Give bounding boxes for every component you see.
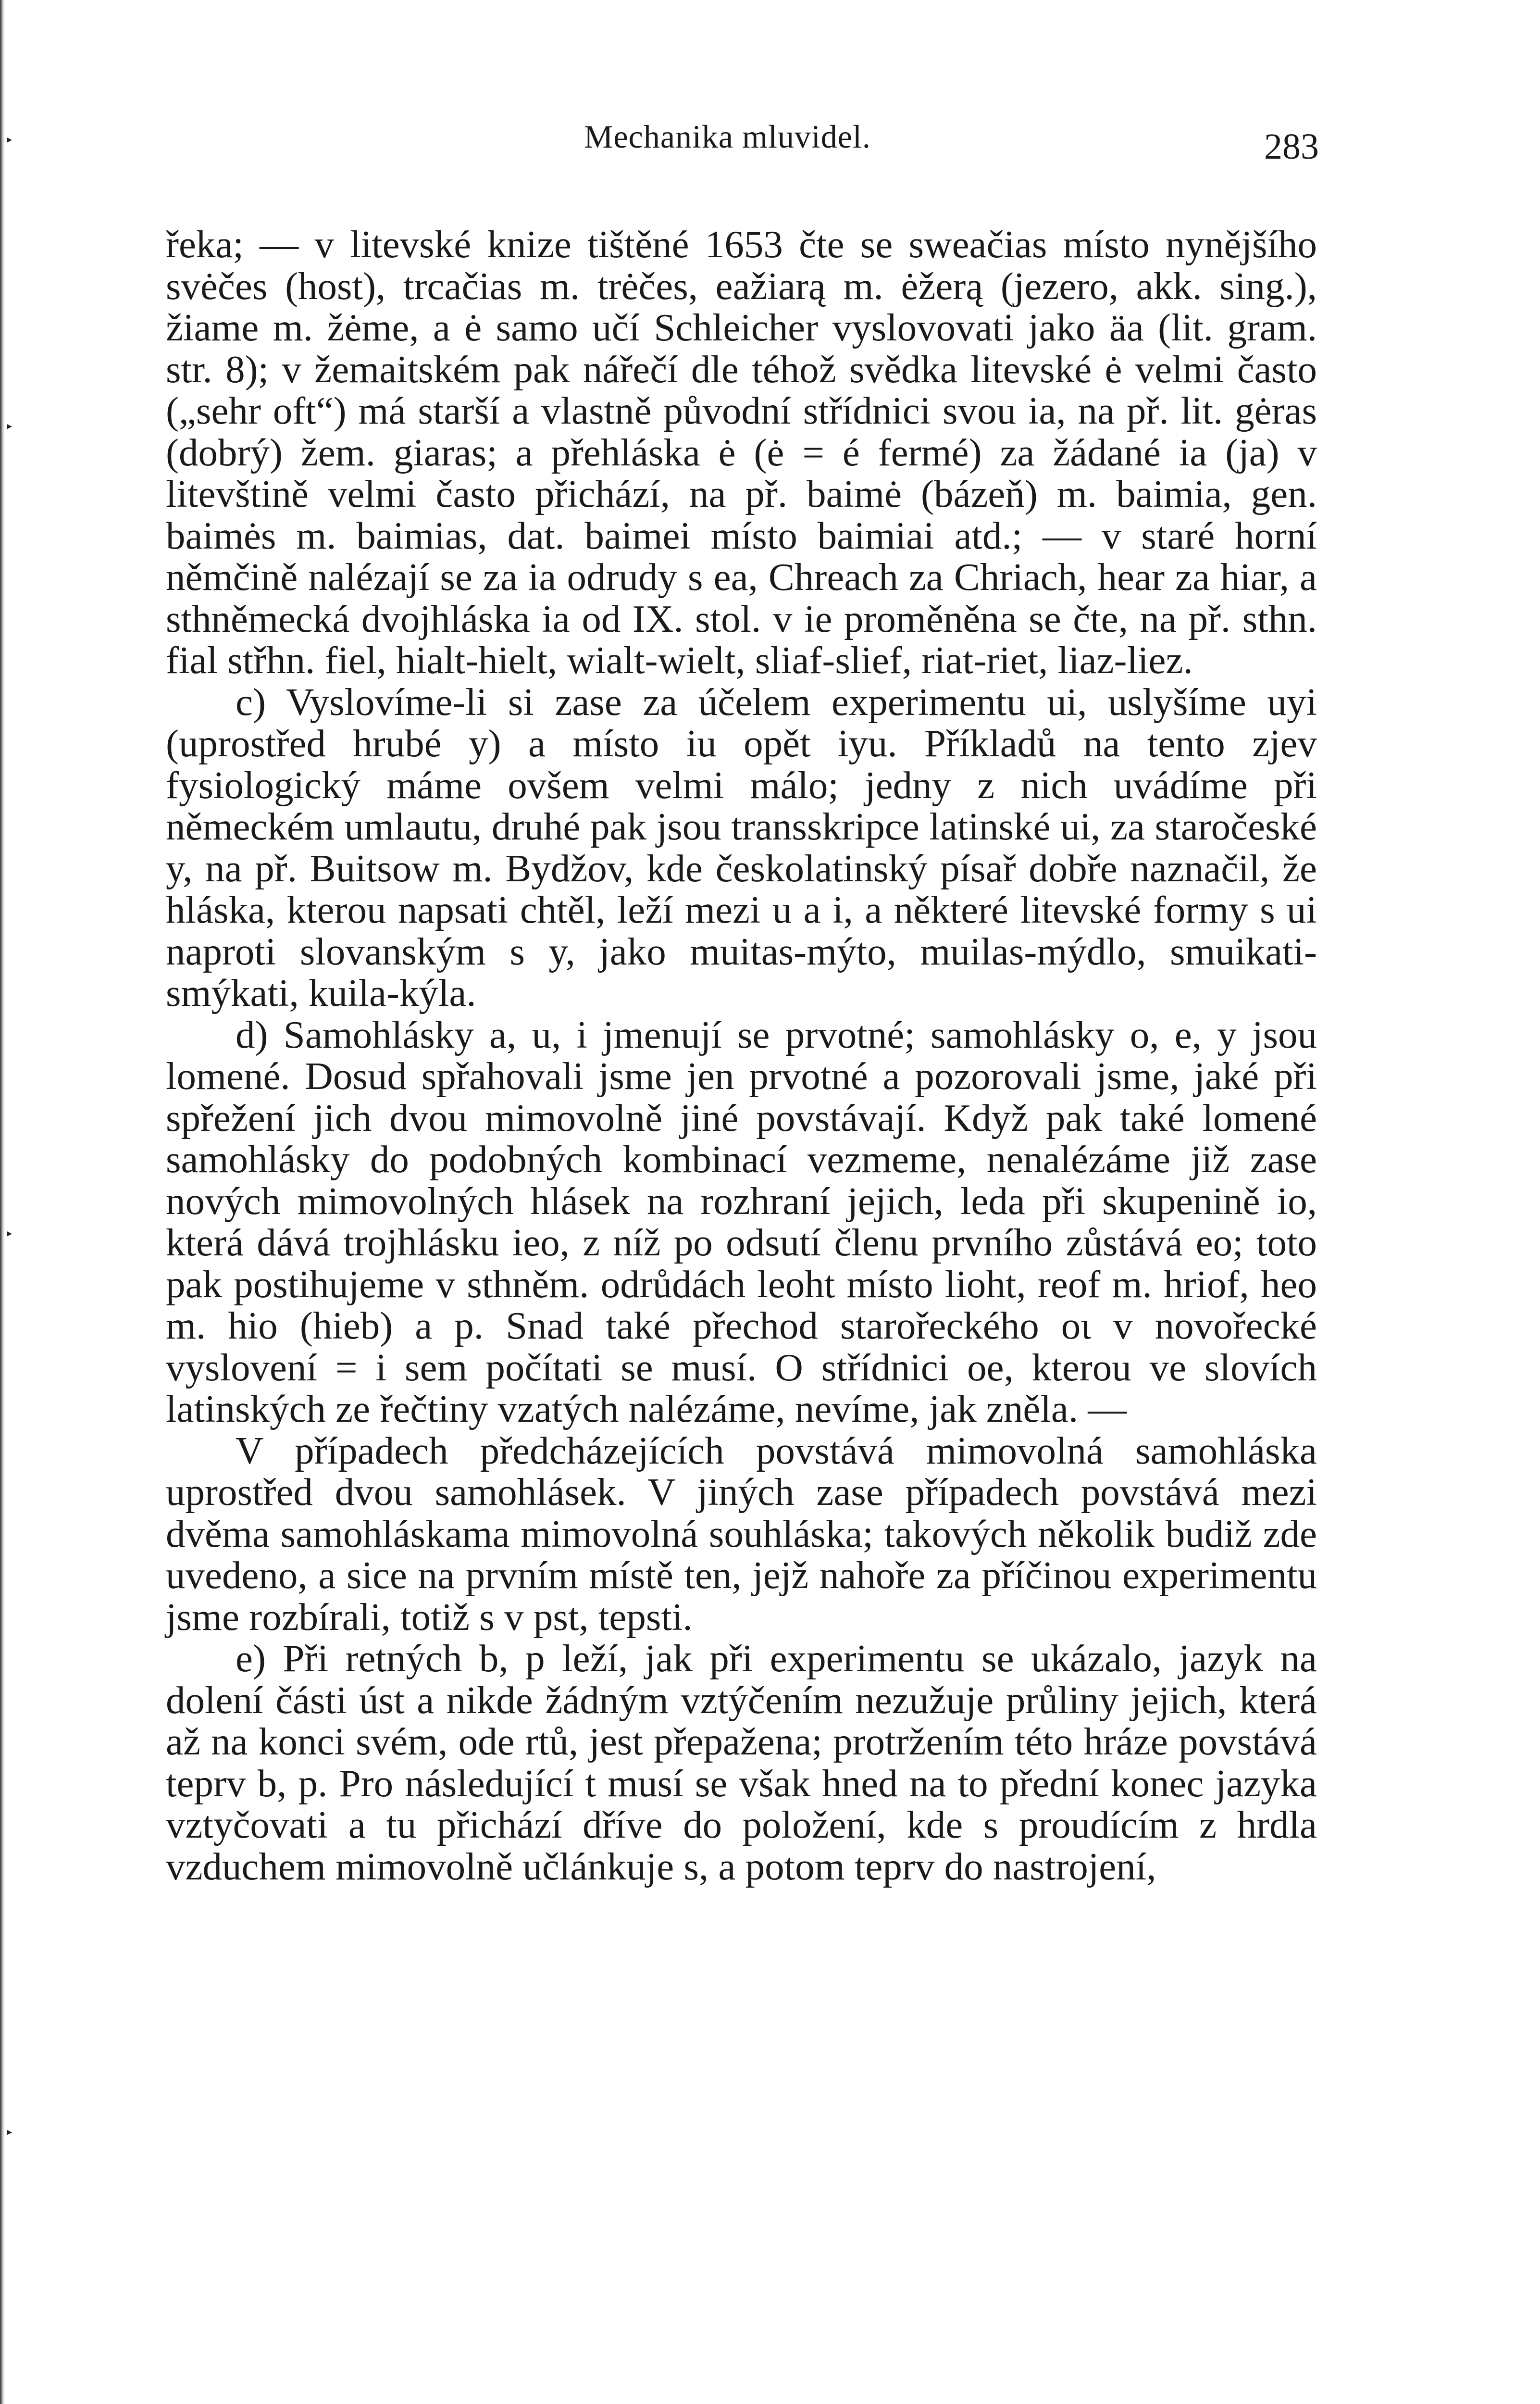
paragraph-text: Vyslovíme-li si zase za účelem experimentu ui, uslyšíme uyi (uprostřed hrubé y) a místo iu opět iyu. Příkladů na tento zjev fysiologický máme ovšem velmi málo; jedny z nich uvádíme při německém umlautu, druhé pak jsou transskripce latinské ui, za staročeské y, na př. Buitsow m. Bydžov, kde českolatinský písař dobře naznačil, že hláska, kterou napsati chtěl, leží mezi u a i, a některé litevské formy s ui naproti slovanským s y, jako muitas-mýto, muilas-mýdlo, smuikati-smýkati, kuila-kýla.	[166, 680, 1317, 1014]
margin-mark-icon: ▸	[7, 420, 12, 432]
running-title: Mechanika mluvidel.	[584, 118, 871, 155]
paragraph-label: d)	[236, 1013, 268, 1056]
paragraph-label: e)	[236, 1637, 266, 1680]
body-text	[166, 224, 1317, 1887]
scan-left-edge	[0, 0, 5, 2404]
paragraph-c	[166, 681, 1317, 1014]
paragraph-e	[166, 1638, 1317, 1887]
paragraph-text: řeka; — v litevské knize tištěné 1653 čte se sweačias místo nynějšího svėčes (host), trcačias m. trėčes, eažiarą m. ėžerą (jezero, akk. sing.), žiame m. žėme, a ė samo učí Schleicher vyslovovati jako äa (lit. gram. str. 8); v žemaitském pak nářečí dle téhož svědka litevské ė velmi často („sehr oft“) má starší a vlastně původní střídnici svou ia, na př. lit. gėras (dobrý) žem. giaras; a přehláska ė (ė = é fermé) za žádané ia (ja) v litevštině velmi často přichází, na př. baimė (bázeň) m. baimia, gen. baimės m. baimias, dat. baimei místo baimiai atd.; — v staré horní němčině nalézají se za ia odrudy s ea, Chreach za Chriach, hear za hiar, a sthněmecká dvojhláska ia od IX. stol. v ie proměněna se čte, na př. sthn. fial střhn. fiel, hialt-hielt, wialt-wielt, sliaf-slief, riat-riet, liaz-liez.	[166, 223, 1317, 682]
paragraph-label: c)	[236, 680, 266, 724]
paragraph-text: Při retných b, p leží, jak při experimentu se ukázalo, jazyk na dolení části úst a nikde žádným vztýčením nezužuje průliny jejich, která až na konci svém, ode rtů, jest přepažena; protržením této hráze povstává teprv b, p. Pro následující t musí se však hned na to přední konec jazyka vztyčovati a tu přichází dříve do položení, kde s proudícím z hrdla vzduchem mimovolně učlánkuje s, a potom teprv do nastrojení,	[166, 1637, 1317, 1888]
paragraph-consonants	[166, 1430, 1317, 1638]
paragraph-text: V případech předcházejících povstává mimovolná samohláska uprostřed dvou samohlásek. V jiných zase případech povstává mezi dvěma samohláskama mimovolná souhláska; takových několik budiž zde uvedeno, a sice na prvním místě ten, jejž nahoře za příčinou experimentu jsme rozbírali, totiž s v pst, tepsti.	[166, 1428, 1317, 1639]
page-number: 283	[1264, 126, 1319, 167]
paragraph-continuation	[166, 224, 1317, 681]
margin-mark-icon: ▸	[7, 133, 12, 145]
paragraph-text: Samohlásky a, u, i jmenují se prvotné; samohlásky o, e, y jsou lomené. Dosud spřahovali jsme jen prvotné a pozorovali jsme, jaké při spřežení jich dvou mimovolně jiné povstávají. Když pak také lomené samohlásky do podobných kombinací vezmeme, nenalézáme již zase nových mimovolných hlásek na rozhraní jejich, leda při skupenině io, která dává trojhlásku ieo, z níž po odsutí členu prvního zůstává eo; toto pak postihujeme v sthněm. odrůdách leoht místo lioht, reof m. hriof, heo m. hio (hieb) a p. Snad také přechod starořeckého oι v novořecké vyslovení = i sem počítati se musí. O střídnici oe, kterou ve slovích latinských ze řečtiny vzatých nalézáme, nevíme, jak zněla. —	[166, 1013, 1317, 1430]
paragraph-d	[166, 1014, 1317, 1430]
margin-mark-icon: ▸	[7, 1227, 12, 1239]
margin-mark-icon: ▸	[7, 2126, 12, 2138]
